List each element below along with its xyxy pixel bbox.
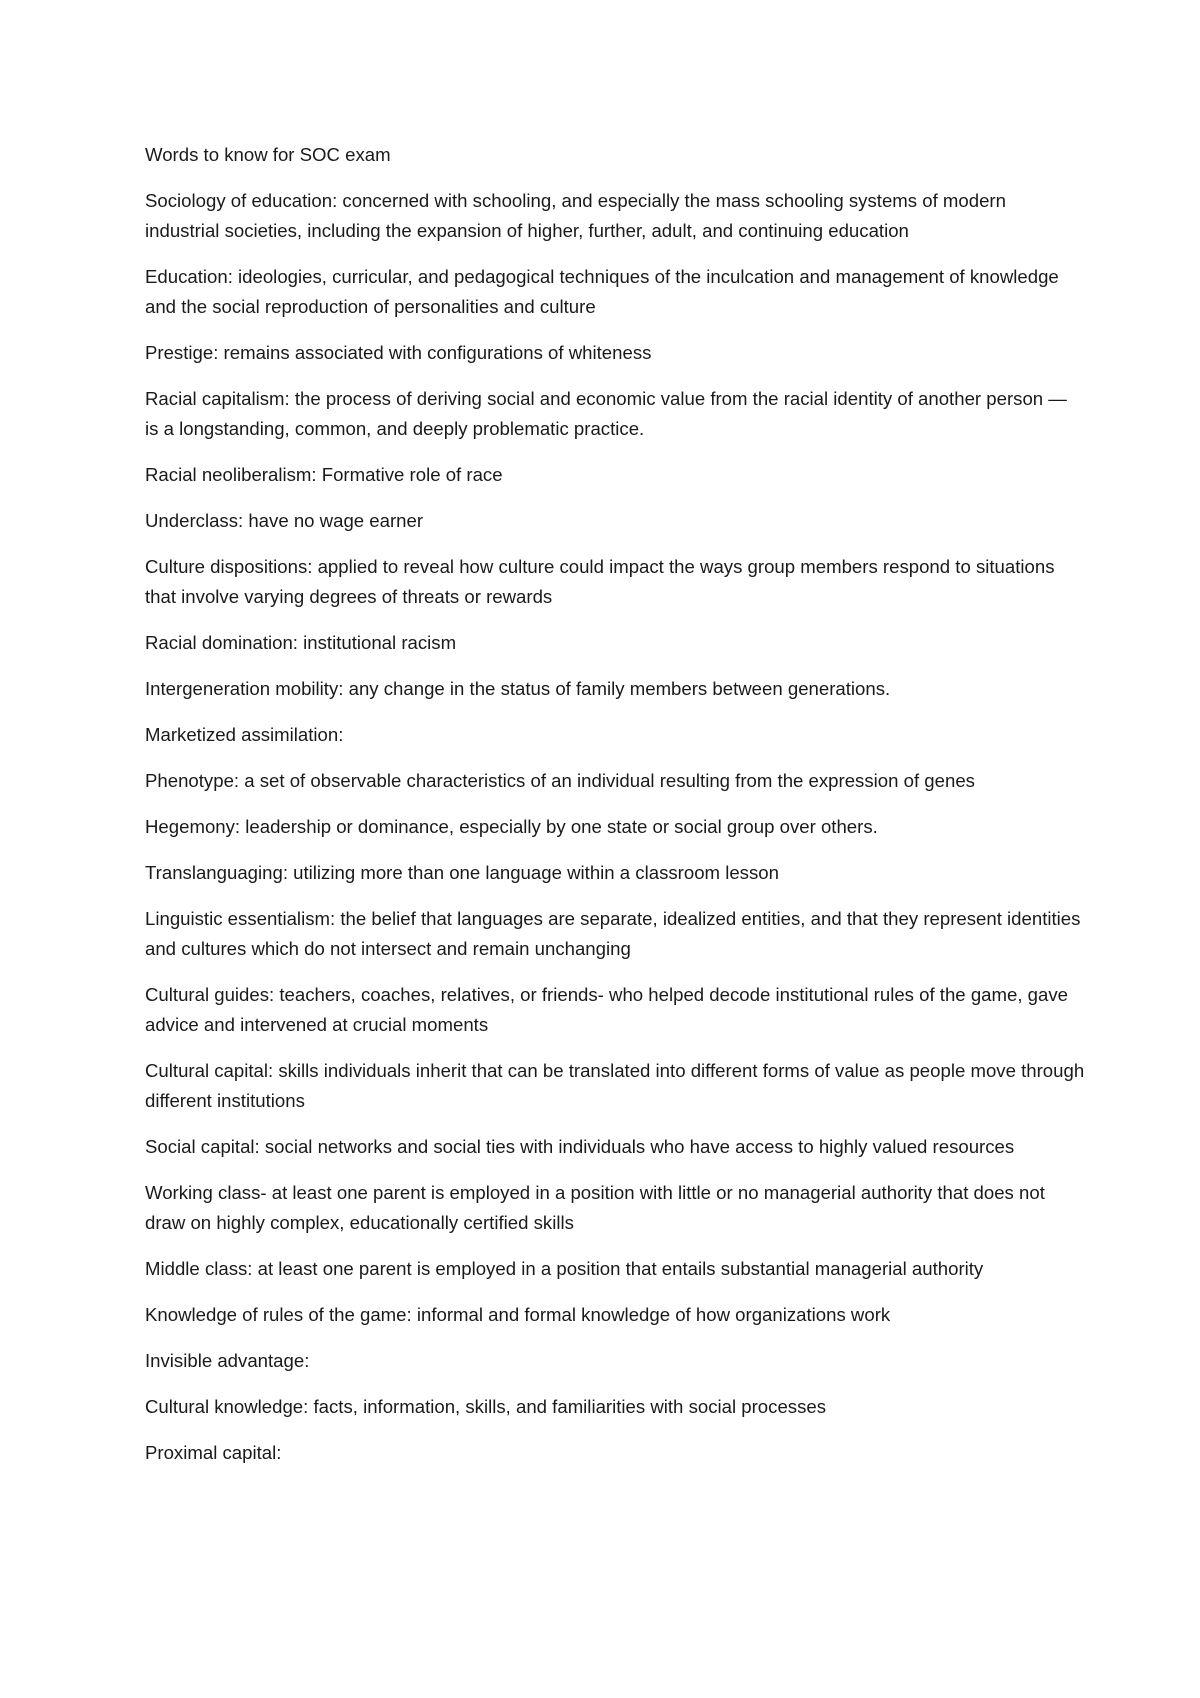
- glossary-entry-10: Marketized assimilation:: [145, 724, 344, 745]
- glossary-entry-13: Translanguaging: utilizing more than one language within a classroom lesson: [145, 862, 779, 883]
- glossary-entry-19: Middle class: at least one parent is employed in a position that entails substantial managerial authority: [145, 1258, 984, 1279]
- glossary-entry-7: Culture dispositions: applied to reveal how culture could impact the ways group members respond to situations that involve varying degrees of threats or rewards: [145, 556, 1055, 607]
- glossary-entry-15: Cultural guides: teachers, coaches, relatives, or friends- who helped decode institutional rules of the game, gave advice and intervened at crucial moments: [145, 984, 1068, 1035]
- glossary-entry-3: Prestige: remains associated with configurations of whiteness: [145, 342, 652, 363]
- glossary-entry-9: Intergeneration mobility: any change in the status of family members between generations.: [145, 678, 891, 699]
- glossary-entry-17: Social capital: social networks and social ties with individuals who have access to highly valued resources: [145, 1136, 1015, 1157]
- glossary-entry-11: Phenotype: a set of observable characteristics of an individual resulting from the expression of genes: [145, 770, 975, 791]
- glossary-entry-8: Racial domination: institutional racism: [145, 632, 457, 653]
- document-body: [145, 140, 1085, 1484]
- glossary-entry-23: Proximal capital:: [145, 1442, 282, 1463]
- document-title: Words to know for SOC exam: [145, 144, 391, 165]
- glossary-entry-22: Cultural knowledge: facts, information, skills, and familiarities with social processes: [145, 1396, 827, 1417]
- glossary-entry-2: Education: ideologies, curricular, and pedagogical techniques of the inculcation and management of knowledge and the social reproduction of personalities and culture: [145, 266, 1059, 317]
- glossary-entry-16: Cultural capital: skills individuals inherit that can be translated into different forms of value as people move through different institutions: [145, 1060, 1085, 1111]
- glossary-entry-4: Racial capitalism: the process of deriving social and economic value from the racial identity of another person — is a longstanding, common, and deeply problematic practice.: [145, 388, 1067, 439]
- glossary-entry-20: Knowledge of rules of the game: informal and formal knowledge of how organizations work: [145, 1304, 891, 1325]
- glossary-entry-18: Working class- at least one parent is employed in a position with little or no managerial authority that does not draw on highly complex, educationally certified skills: [145, 1182, 1045, 1233]
- glossary-entry-6: Underclass: have no wage earner: [145, 510, 424, 531]
- glossary-entry-21: Invisible advantage:: [145, 1350, 310, 1371]
- glossary-entry-12: Hegemony: leadership or dominance, especially by one state or social group over others.: [145, 816, 878, 837]
- glossary-entry-14: Linguistic essentialism: the belief that languages are separate, idealized entities, and that they represent identities and cultures which do not intersect and remain unchanging: [145, 908, 1081, 959]
- glossary-entry-1: Sociology of education: concerned with schooling, and especially the mass schooling systems of modern industrial societies, including the expansion of higher, further, adult, and continuing education: [145, 190, 1006, 241]
- glossary-entry-5: Racial neoliberalism: Formative role of race: [145, 464, 503, 485]
